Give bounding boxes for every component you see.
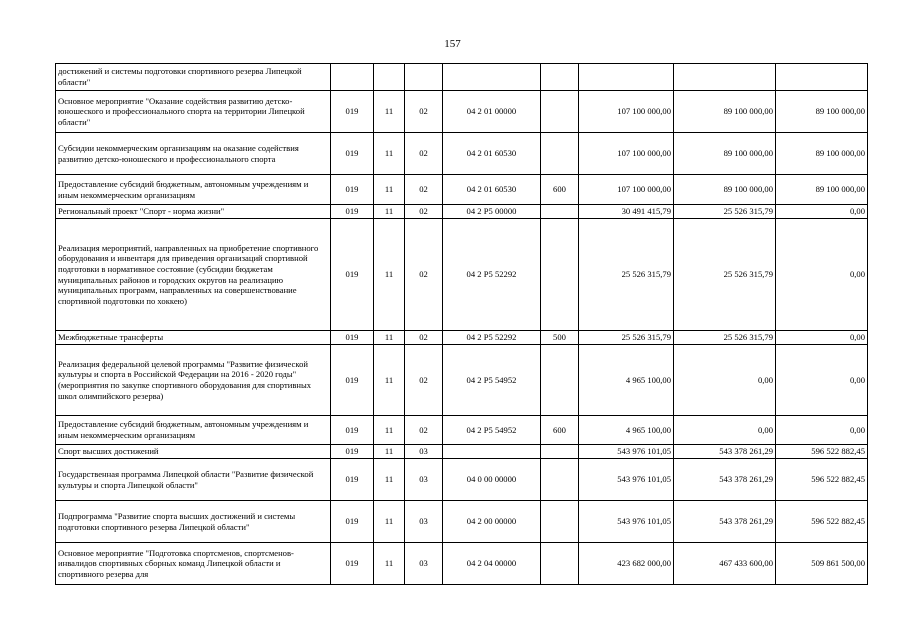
sum-year-2: 543 378 261,29 <box>674 501 776 543</box>
podrazdel-code: 03 <box>405 543 443 585</box>
row-name: Подпрограмма "Развитие спорта высших достижений и системы подготовки спортивного резерва Липецкой области" <box>56 501 331 543</box>
adm-code <box>331 64 374 91</box>
sum-year-3: 0,00 <box>776 331 868 345</box>
row-name: Спорт высших достижений <box>56 445 331 459</box>
razdel-code: 11 <box>374 445 405 459</box>
csr-code: 04 2 04 00000 <box>443 543 541 585</box>
table-row <box>56 64 868 91</box>
sum-year-3: 0,00 <box>776 219 868 331</box>
sum-year-2: 25 526 315,79 <box>674 205 776 219</box>
sum-year-3: 89 100 000,00 <box>776 175 868 205</box>
adm-code: 019 <box>331 445 374 459</box>
adm-code: 019 <box>331 91 374 133</box>
razdel-code: 11 <box>374 331 405 345</box>
podrazdel-code: 02 <box>405 91 443 133</box>
row-name: Государственная программа Липецкой области "Развитие физической культуры и спорта Липецкой области" <box>56 459 331 501</box>
adm-code: 019 <box>331 459 374 501</box>
sum-year-1: 4 965 100,00 <box>579 345 674 416</box>
podrazdel-code: 03 <box>405 501 443 543</box>
vr-code <box>541 64 579 91</box>
sum-year-1: 107 100 000,00 <box>579 91 674 133</box>
razdel-code: 11 <box>374 543 405 585</box>
podrazdel-code: 02 <box>405 219 443 331</box>
vr-code <box>541 501 579 543</box>
sum-year-3 <box>776 64 868 91</box>
row-name: Предоставление субсидий бюджетным, автономным учреждениям и иным некоммерческим организациям <box>56 175 331 205</box>
sum-year-1 <box>579 64 674 91</box>
podrazdel-code: 02 <box>405 133 443 175</box>
podrazdel-code: 02 <box>405 416 443 445</box>
razdel-code: 11 <box>374 205 405 219</box>
row-name: Основное мероприятие "Оказание содействия развитию детско-юношеского и профессионального спорта на территории Липецкой области" <box>56 91 331 133</box>
podrazdel-code: 02 <box>405 175 443 205</box>
csr-code: 04 2 01 60530 <box>443 133 541 175</box>
adm-code: 019 <box>331 219 374 331</box>
sum-year-2: 0,00 <box>674 345 776 416</box>
vr-code: 600 <box>541 416 579 445</box>
vr-code <box>541 205 579 219</box>
sum-year-1: 543 976 101,05 <box>579 459 674 501</box>
vr-code <box>541 459 579 501</box>
sum-year-2: 467 433 600,00 <box>674 543 776 585</box>
table-row <box>56 175 868 205</box>
razdel-code: 11 <box>374 91 405 133</box>
vr-code <box>541 219 579 331</box>
table-body <box>56 64 868 585</box>
adm-code: 019 <box>331 345 374 416</box>
row-name: Предоставление субсидий бюджетным, автономным учреждениям и иным некоммерческим организациям <box>56 416 331 445</box>
csr-code: 04 2 01 00000 <box>443 91 541 133</box>
vr-code <box>541 543 579 585</box>
vr-code <box>541 445 579 459</box>
sum-year-1: 107 100 000,00 <box>579 175 674 205</box>
csr-code: 04 2 01 60530 <box>443 175 541 205</box>
table-row <box>56 205 868 219</box>
table-row <box>56 416 868 445</box>
table-row <box>56 459 868 501</box>
adm-code: 019 <box>331 331 374 345</box>
adm-code: 019 <box>331 543 374 585</box>
razdel-code: 11 <box>374 345 405 416</box>
razdel-code <box>374 64 405 91</box>
sum-year-1: 107 100 000,00 <box>579 133 674 175</box>
sum-year-2: 543 378 261,29 <box>674 459 776 501</box>
row-name: достижений и системы подготовки спортивного резерва Липецкой области" <box>56 64 331 91</box>
sum-year-1: 30 491 415,79 <box>579 205 674 219</box>
razdel-code: 11 <box>374 416 405 445</box>
razdel-code: 11 <box>374 459 405 501</box>
vr-code <box>541 91 579 133</box>
sum-year-2: 25 526 315,79 <box>674 331 776 345</box>
sum-year-1: 25 526 315,79 <box>579 219 674 331</box>
sum-year-3: 0,00 <box>776 205 868 219</box>
adm-code: 019 <box>331 133 374 175</box>
sum-year-2: 0,00 <box>674 416 776 445</box>
vr-code: 600 <box>541 175 579 205</box>
sum-year-3: 596 522 882,45 <box>776 501 868 543</box>
vr-code: 500 <box>541 331 579 345</box>
table-row <box>56 331 868 345</box>
sum-year-2 <box>674 64 776 91</box>
sum-year-2: 89 100 000,00 <box>674 133 776 175</box>
adm-code: 019 <box>331 175 374 205</box>
csr-code: 04 2 00 00000 <box>443 501 541 543</box>
table-row <box>56 133 868 175</box>
razdel-code: 11 <box>374 501 405 543</box>
vr-code <box>541 133 579 175</box>
csr-code <box>443 64 541 91</box>
sum-year-3: 89 100 000,00 <box>776 133 868 175</box>
sum-year-1: 423 682 000,00 <box>579 543 674 585</box>
sum-year-2: 543 378 261,29 <box>674 445 776 459</box>
csr-code <box>443 445 541 459</box>
sum-year-3: 89 100 000,00 <box>776 91 868 133</box>
adm-code: 019 <box>331 501 374 543</box>
row-name: Субсидии некоммерческим организациям на оказание содействия развитию детско-юношеского и профессионального спорта <box>56 133 331 175</box>
sum-year-2: 89 100 000,00 <box>674 91 776 133</box>
csr-code: 04 2 P5 52292 <box>443 331 541 345</box>
podrazdel-code <box>405 64 443 91</box>
podrazdel-code: 03 <box>405 459 443 501</box>
sum-year-1: 543 976 101,05 <box>579 501 674 543</box>
sum-year-3: 596 522 882,45 <box>776 445 868 459</box>
row-name: Региональный проект "Спорт - норма жизни" <box>56 205 331 219</box>
razdel-code: 11 <box>374 219 405 331</box>
podrazdel-code: 02 <box>405 345 443 416</box>
podrazdel-code: 02 <box>405 205 443 219</box>
table-row <box>56 345 868 416</box>
row-name: Основное мероприятие "Подготовка спортсменов, спортсменов-инвалидов спортивных сборных команд Липецкой области и спортивного резерва для <box>56 543 331 585</box>
table-row <box>56 91 868 133</box>
table-row <box>56 445 868 459</box>
sum-year-1: 543 976 101,05 <box>579 445 674 459</box>
sum-year-1: 25 526 315,79 <box>579 331 674 345</box>
table-row <box>56 543 868 585</box>
csr-code: 04 2 P5 52292 <box>443 219 541 331</box>
sum-year-3: 509 861 500,00 <box>776 543 868 585</box>
podrazdel-code: 03 <box>405 445 443 459</box>
adm-code: 019 <box>331 205 374 219</box>
adm-code: 019 <box>331 416 374 445</box>
csr-code: 04 2 P5 00000 <box>443 205 541 219</box>
vr-code <box>541 345 579 416</box>
csr-code: 04 0 00 00000 <box>443 459 541 501</box>
sum-year-3: 0,00 <box>776 345 868 416</box>
table-row <box>56 501 868 543</box>
podrazdel-code: 02 <box>405 331 443 345</box>
sum-year-3: 596 522 882,45 <box>776 459 868 501</box>
row-name: Межбюджетные трансферты <box>56 331 331 345</box>
csr-code: 04 2 P5 54952 <box>443 416 541 445</box>
budget-table <box>55 63 868 585</box>
sum-year-3: 0,00 <box>776 416 868 445</box>
csr-code: 04 2 P5 54952 <box>443 345 541 416</box>
page-number: 157 <box>444 38 461 50</box>
sum-year-2: 89 100 000,00 <box>674 175 776 205</box>
razdel-code: 11 <box>374 133 405 175</box>
razdel-code: 11 <box>374 175 405 205</box>
row-name: Реализация федеральной целевой программы "Развитие физической культуры и спорта в Российской Федерации на 2016 - 2020 годы" (мероприятия по закупке спортивного оборудования для спортивных школ олимпийского резерва) <box>56 345 331 416</box>
row-name: Реализация мероприятий, направленных на приобретение спортивного оборудования и инвентаря для приведения организаций спортивной подготовки в нормативное состояние (субсидии бюджетам муниципальных районов и городских округов на реализацию муниципальных программ, направленных на совершенствование спортивной подготовки по хоккею) <box>56 219 331 331</box>
sum-year-1: 4 965 100,00 <box>579 416 674 445</box>
table-row <box>56 219 868 331</box>
sum-year-2: 25 526 315,79 <box>674 219 776 331</box>
